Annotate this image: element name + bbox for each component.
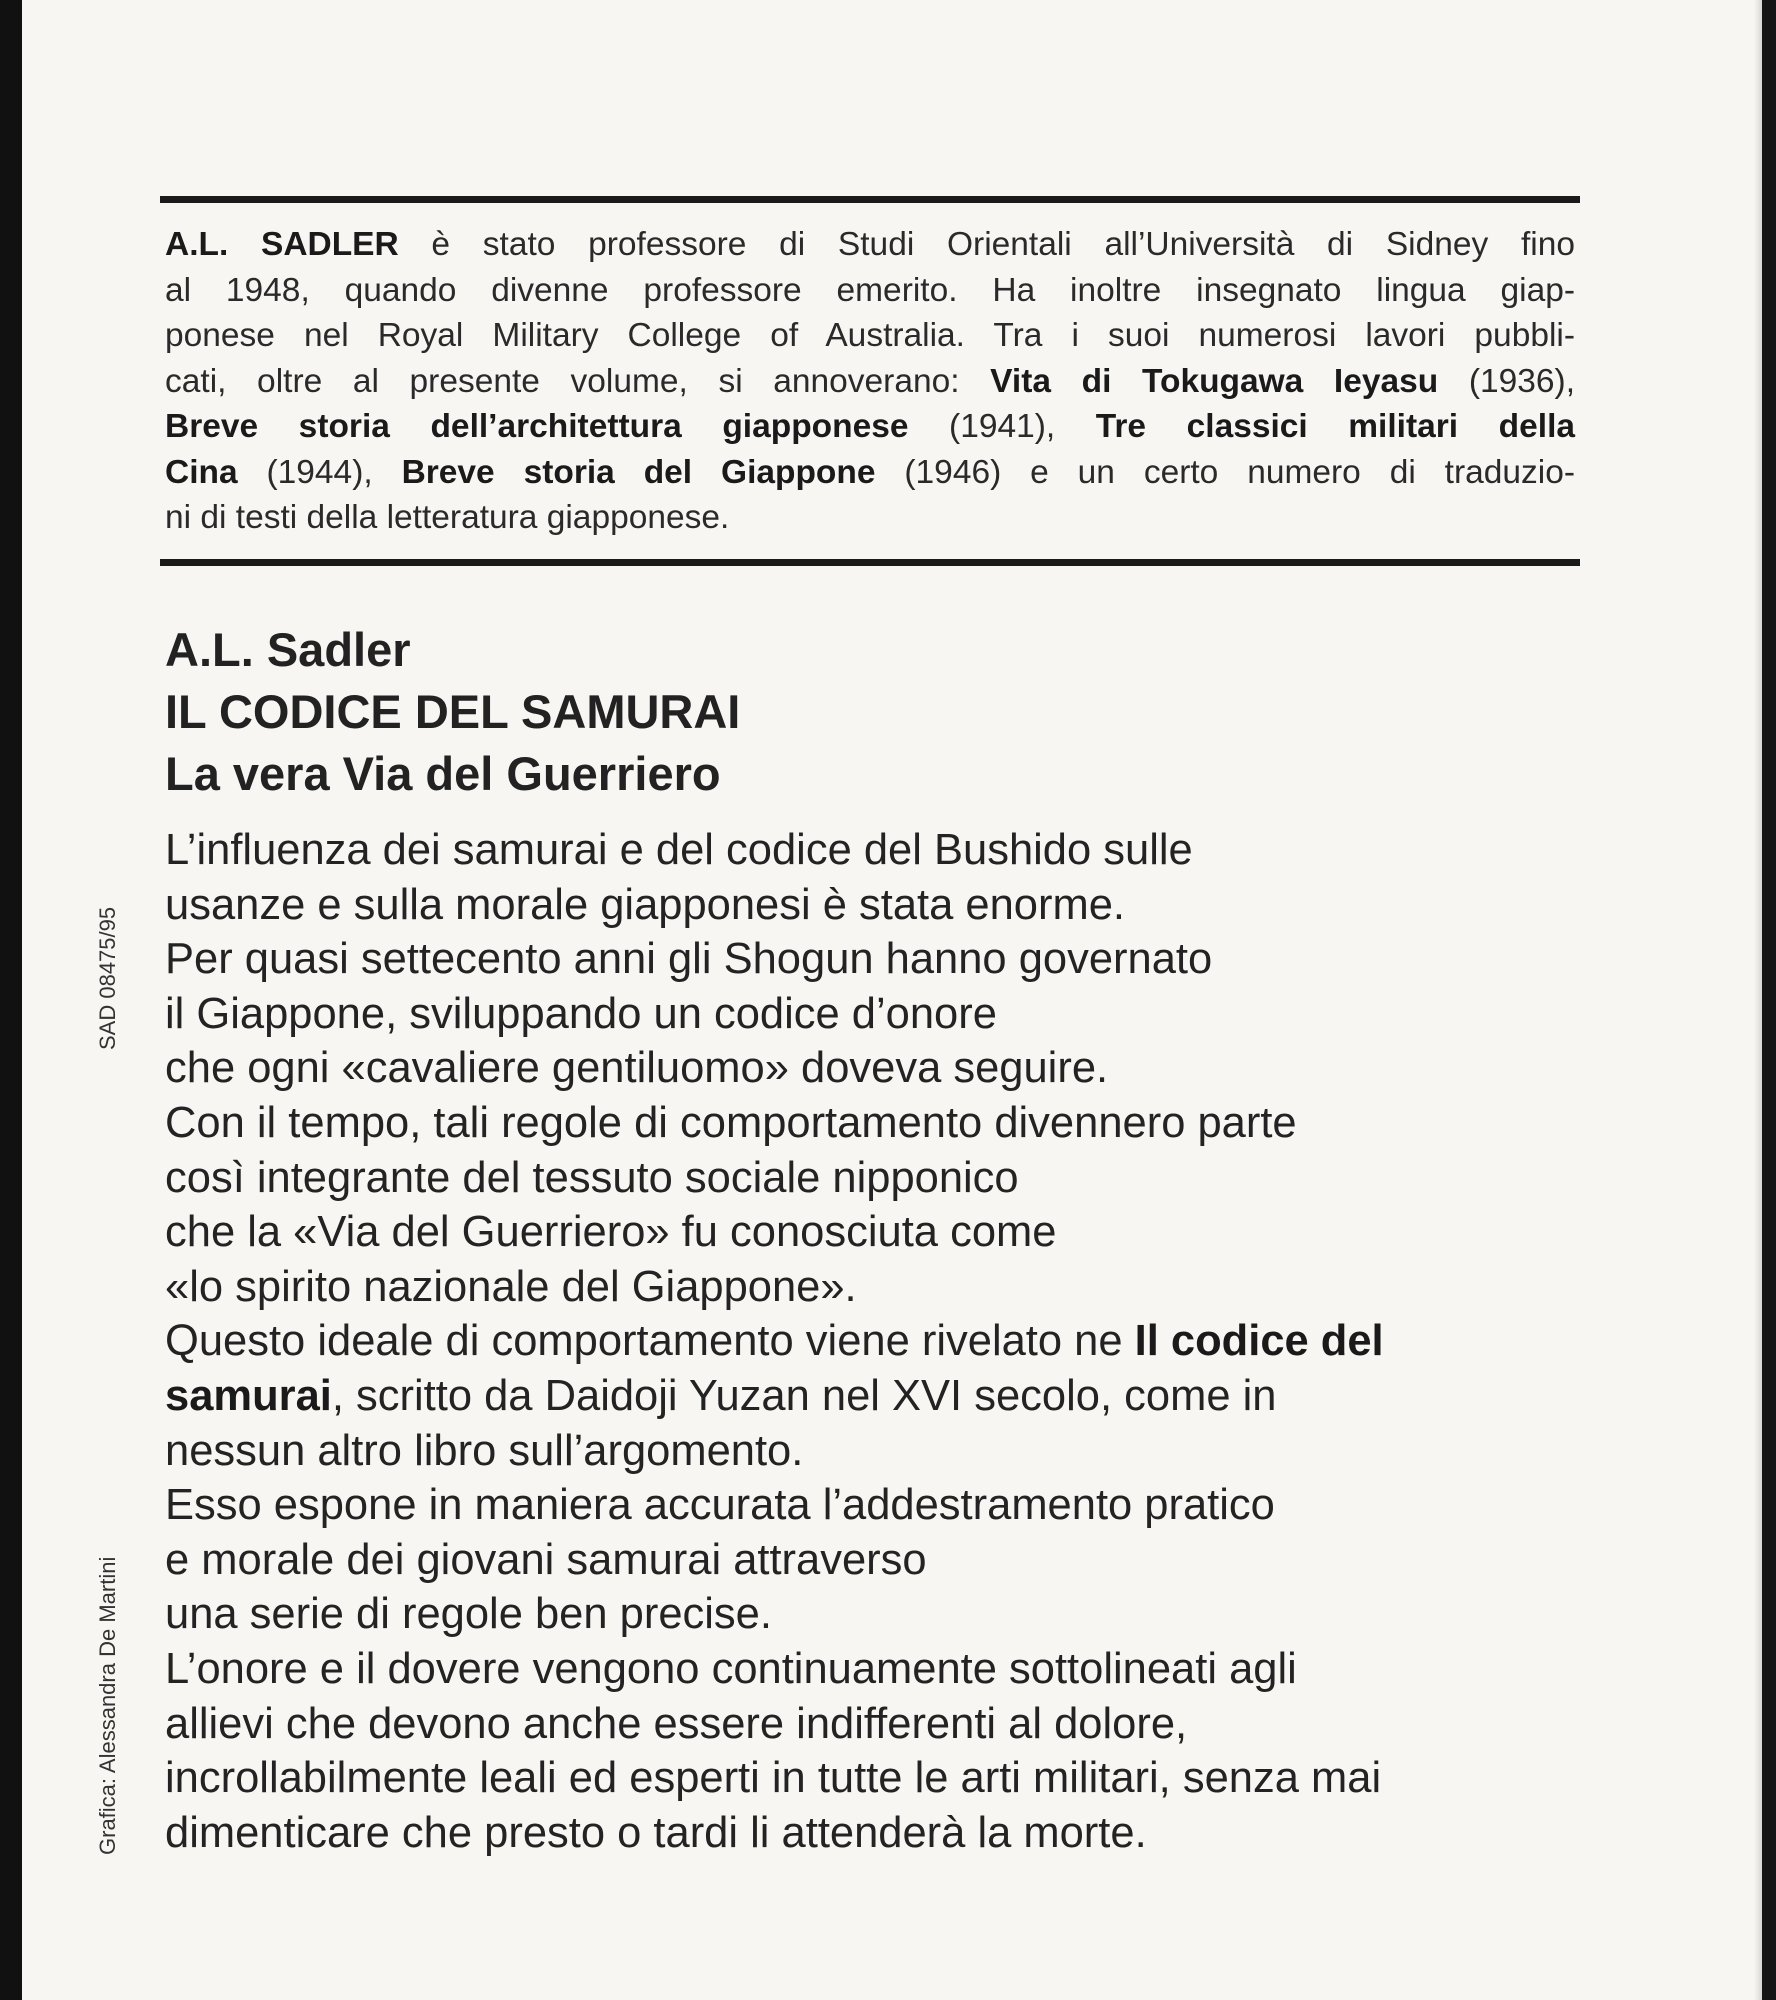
bio-line-3: ponese nel Royal Military College of Australia. Tra i suoi numerosi lavori pubbli-: [165, 317, 1575, 354]
blurb-line: incrollabilmente leali ed esperti in tutte le arti militari, senza mai: [165, 1754, 1382, 1803]
bio-work-title: Breve storia dell’architettura giapponese: [165, 408, 909, 445]
bio-line-7: ni di testi della letteratura giapponese.: [165, 499, 730, 536]
blurb-line: una serie di regole ben precise.: [165, 1590, 772, 1639]
bottom-rule: [160, 559, 1580, 566]
blurb-book-title: samurai: [165, 1371, 332, 1420]
blurb-line: Esso espone in maniera accurata l’addestramento pratico: [165, 1481, 1275, 1530]
blurb-line: Per quasi settecento anni gli Shogun hanno governato: [165, 935, 1213, 984]
blurb-line: usanze e sulla morale giapponesi è stata enorme.: [165, 880, 1125, 929]
bio-work-title: Vita di Tokugawa Ieyasu: [990, 362, 1439, 400]
blurb-line: allievi che devono anche essere indifferenti al dolore,: [165, 1699, 1188, 1748]
design-credit: Grafica: Alessandra De Martini: [95, 1556, 120, 1855]
scan-shadow-right: [1754, 0, 1762, 2000]
catalog-code: SAD 08475/95: [95, 906, 120, 1050]
blurb-line: L’influenza dei samurai e del codice del Bushido sulle: [165, 826, 1193, 874]
blurb-line: Con il tempo, tali regole di comportamento divennero parte: [165, 1098, 1297, 1147]
bio-work-title: Tre classici militari della: [1095, 408, 1576, 445]
blurb-line: che la «Via del Guerriero» fu conosciuta come: [165, 1208, 1057, 1257]
blurb-line: samurai, scritto da Daidoji Yuzan nel XVI secolo, come in: [165, 1371, 1277, 1420]
bio-line-5: Breve storia dell’architettura giapponese (1941), Tre classici militari della: [165, 408, 1576, 445]
blurb: [165, 823, 1585, 1860]
bio-line-1: A.L. SADLER è stato professore di Studi Orientali all’Università di Sidney fino: [165, 226, 1575, 263]
bio-work-title: Breve storia del Giappone: [401, 453, 876, 491]
book-subtitle: La vera Via del Guerriero: [165, 747, 721, 800]
book-title: IL CODICE DEL SAMURAI: [165, 685, 741, 738]
blurb-line: e morale dei giovani samurai attraverso: [165, 1535, 927, 1584]
blurb-line: dimenticare che presto o tardi li attenderà la morte.: [165, 1808, 1147, 1857]
book-author: A.L. Sadler: [165, 623, 411, 676]
blurb-line: Questo ideale di comportamento viene rivelato ne Il codice del: [165, 1317, 1384, 1366]
bio-work-title: Cina: [165, 453, 238, 491]
blurb-line: che ogni «cavaliere gentiluomo» doveva seguire.: [165, 1044, 1109, 1093]
blurb-line: nessun altro libro sull’argomento.: [165, 1426, 804, 1475]
bio-line-4: cati, oltre al presente volume, si annoverano: Vita di Tokugawa Ieyasu (1936),: [165, 362, 1575, 400]
blurb-line: «lo spirito nazionale del Giappone».: [165, 1262, 857, 1311]
blurb-line: L’onore e il dovere vengono continuamente sottolineati agli: [165, 1644, 1297, 1693]
blurb-line: il Giappone, sviluppando un codice d’onore: [165, 989, 997, 1038]
scan-edge-right: [1762, 0, 1776, 2000]
top-rule: [160, 196, 1580, 203]
bio-line-2: al 1948, quando divenne professore emerito. Ha inoltre insegnato lingua giap-: [165, 271, 1575, 309]
bio-author-name: A.L. SADLER: [165, 226, 399, 263]
author-bio: [165, 222, 1575, 541]
blurb-book-title: Il codice del: [1134, 1317, 1384, 1366]
bio-line-6: Cina (1944), Breve storia del Giappone (1946) e un certo numero di traduzio-: [165, 453, 1575, 491]
scan-edge-left: [0, 0, 22, 2000]
blurb-line: così integrante del tessuto sociale nipponico: [165, 1153, 1019, 1202]
